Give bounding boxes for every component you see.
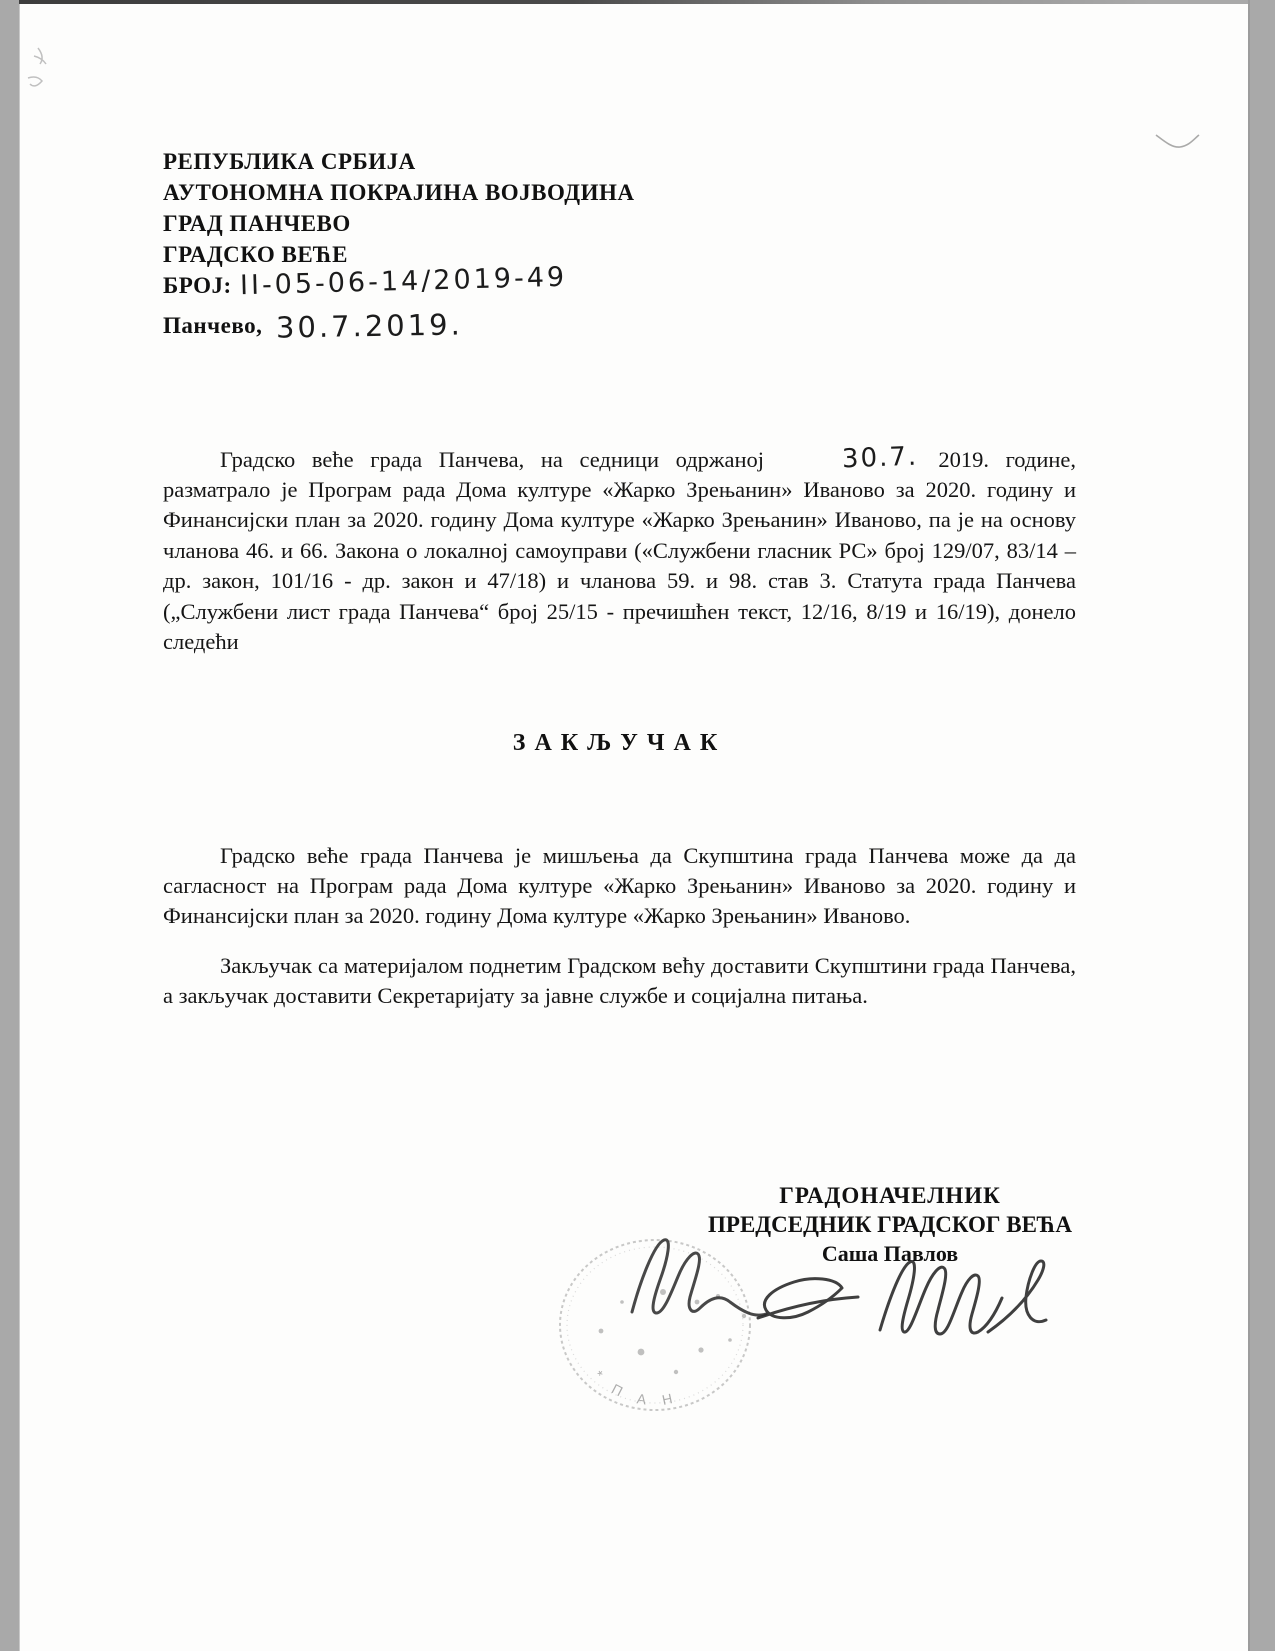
place-label: Панчево,: [163, 313, 263, 338]
opinion-paragraph: Градско веће града Панчева је мишљења да Скупштина града Панчева може да да сагласност на Програм рада Дома културе «Жарко Зрењанин» Иваново за 2020. годину и Финансијски план за 2020. годину Дома културе «Жарко Зрењанин» Иваново.: [163, 842, 1076, 929]
intro-text-before-date: Градско веће града Панчева, на седници одржаној: [220, 446, 764, 472]
case-number-handwritten: II-05-06-14/2019-49: [239, 261, 568, 302]
stamp-letters: * П А Н: [591, 1367, 681, 1409]
letterhead-block: [163, 146, 635, 345]
signature-title-mayor: ГРАДОНАЧЕЛНИК: [779, 1183, 1001, 1208]
place-date-line: [163, 307, 634, 345]
session-date-handwritten: 30.7.: [841, 441, 919, 474]
signature-title-council-president: ПРЕДСЕДНИК ГРАДСКОГ ВЕЋА: [708, 1212, 1072, 1237]
letterhead-city: ГРАД ПАНЧЕВО: [163, 211, 351, 236]
intro-text-after-date: 2019. године, разматрало је Програм рада Дома културе «Жарко Зрењанин» Иваново за 2020. годину и Финансијски план за 2020. годину Дома културе «Жарко Зрењанин» Иваново, па је на основу чланова 46. и 66. Закона о локалној самоуправи («Службени гласник РС» број 129/07, 83/14 – др. закон, 101/16 - др. закон и 47/18) и чланова 59. и 98. став 3. Статута града Панчева („Службени лист града Панчева“ број 25/15 - пречишћен текст, 12/16, 8/19 и 16/19), донело следећи: [163, 446, 1077, 654]
letterhead-republic: РЕПУБЛИКА СРБИЈА: [163, 149, 416, 174]
signatory-name: Саша Павлов: [821, 1241, 959, 1266]
case-number-label: БРОЈ:: [163, 273, 232, 298]
conclusion-heading: ЗАКЉУЧАК: [512, 730, 727, 756]
case-number-line: [163, 261, 634, 310]
scan-right-edge: [1248, 0, 1250, 1651]
letterhead-province: АУТОНОМНА ПОКРАЈИНА ВОЈВОДИНА: [163, 180, 635, 205]
delivery-paragraph: Закључак са материјалом поднетим Градском већу доставити Скупштини града Панчева, а закључак доставити Секретаријату за јавне службе и социјална питања.: [163, 952, 1076, 1008]
scan-top-edge: [19, 0, 1250, 4]
signature-block: [680, 1182, 1100, 1268]
intro-paragraph: [163, 441, 1077, 658]
date-handwritten: 30.7.2019.: [276, 307, 464, 345]
letterhead-council: ГРАДСКО ВЕЋЕ: [163, 242, 348, 267]
